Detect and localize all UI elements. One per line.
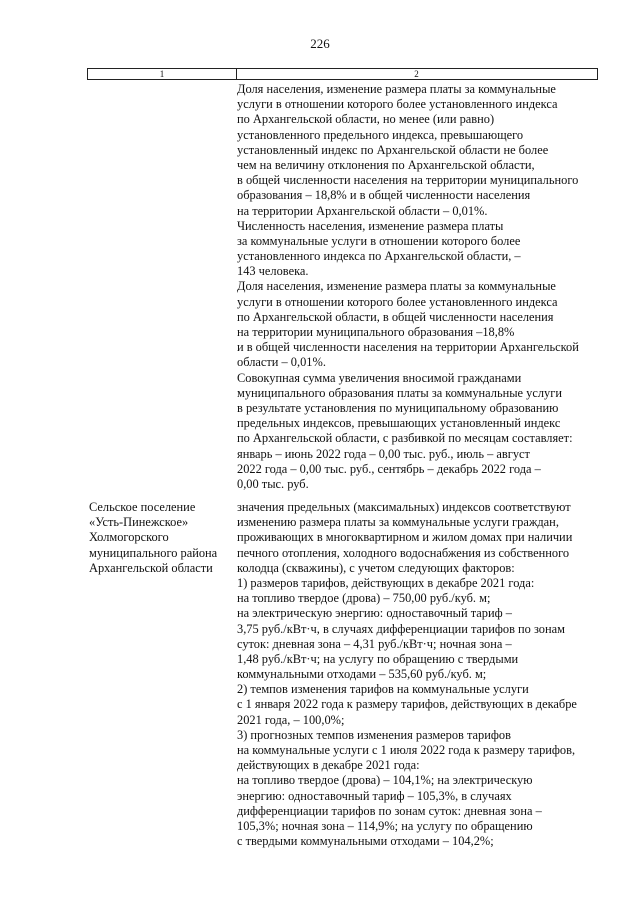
- municipality-line: муниципального района: [89, 545, 218, 560]
- text-line: за коммунальные услуги в отношении которого более: [237, 233, 521, 248]
- text-line: образования – 18,8% и в общей численности населения: [237, 188, 531, 203]
- text-line: январь – июнь 2022 года – 0,00 тыс. руб., июль – август: [237, 446, 530, 461]
- indicator-text-block: [237, 82, 597, 492]
- text-line: значения предельных (максимальных) индексов соответствуют: [237, 500, 571, 514]
- text-line: печного отопления, холодного водоснабжения из собственного: [237, 545, 570, 560]
- text-line: по Архангельской области, в общей численности населения: [237, 309, 554, 324]
- text-line: на электрическую энергию: одноставочный тариф –: [237, 606, 512, 621]
- text-line: 3,75 руб./кВт·ч, в случаях дифференциации тарифов по зонам: [237, 621, 565, 636]
- text-line: установленного индекса по Архангельской области, –: [237, 249, 521, 264]
- text-line: на топливо твердое (дрова) – 104,1%; на электрическую: [237, 773, 533, 788]
- municipality-line: Архангельской области: [89, 560, 213, 575]
- text-line: муниципального образования платы за коммунальные услуги: [237, 385, 562, 400]
- text-line: Совокупная сумма увеличения вносимой гражданами: [237, 370, 522, 385]
- text-line: 143 человека.: [237, 264, 309, 279]
- text-line: действующих в декабре 2021 года:: [237, 758, 420, 773]
- text-line: 0,00 тыс. руб.: [237, 476, 309, 491]
- text-line: на территории муниципального образования –18,8%: [237, 325, 515, 339]
- municipality-line: Холмогорского: [89, 530, 169, 545]
- page-number: 226: [310, 36, 330, 51]
- text-line: в общей численности населения на территории муниципального: [237, 173, 579, 188]
- text-line: с 1 января 2022 года к размеру тарифов, действующих в декабре: [237, 697, 577, 712]
- text-line: колодца (скважины), с учетом следующих факторов:: [237, 560, 515, 575]
- municipality-name: [89, 500, 234, 576]
- text-line: дифференциации тарифов по зонам суток: дневная зона –: [237, 803, 542, 818]
- text-line: 105,3%; ночная зона – 114,9%; на услугу по обращению: [237, 818, 533, 833]
- text-line: по Архангельской области, но менее (или равно): [237, 112, 495, 127]
- table-header-col2: 2: [414, 69, 419, 79]
- text-line: на коммунальные услуги с 1 июля 2022 года к размеру тарифов,: [237, 743, 576, 757]
- municipality-line: Сельское поселение: [89, 500, 196, 514]
- tariff-factors-block: [237, 500, 597, 849]
- text-line: установленного предельного индекса, превышающего: [237, 127, 524, 142]
- text-line: области – 0,01%.: [237, 355, 326, 370]
- text-line: 1) размеров тарифов, действующих в декабре 2021 года:: [237, 575, 535, 590]
- text-line: по Архангельской области, с разбивкой по месяцам составляет:: [237, 431, 573, 446]
- text-line: на топливо твердое (дрова) – 750,00 руб./куб. м;: [237, 591, 491, 606]
- text-line: 3) прогнозных темпов изменения размеров тарифов: [237, 727, 511, 742]
- text-line: чем на величину отклонения по Архангельской области,: [237, 157, 535, 172]
- text-line: с твердыми коммунальными отходами – 104,2%;: [237, 834, 494, 849]
- table-header-col1: 1: [88, 69, 237, 79]
- text-line: в результате установления по муниципальному образованию: [237, 400, 559, 415]
- text-line: 2022 года – 0,00 тыс. руб., сентябрь – декабрь 2022 года –: [237, 461, 541, 476]
- text-line: Доля населения, изменение размера платы за коммунальные: [237, 82, 556, 96]
- text-line: услуги в отношении которого более установленного индекса: [237, 294, 558, 309]
- text-line: на территории Архангельской области – 0,01%.: [237, 203, 488, 218]
- text-line: суток: дневная зона – 4,31 руб./кВт·ч; ночная зона –: [237, 636, 512, 651]
- text-line: Доля населения, изменение размера платы за коммунальные: [237, 279, 556, 294]
- text-line: энергию: одноставочный тариф – 105,3%, в случаях: [237, 788, 512, 803]
- text-line: коммунальными отходами – 535,60 руб./куб. м;: [237, 667, 487, 682]
- text-line: 2021 года, – 100,0%;: [237, 712, 345, 727]
- table-header-row: [87, 68, 598, 80]
- text-line: и в общей численности населения на территории Архангельской: [237, 340, 579, 355]
- text-line: 1,48 руб./кВт·ч; на услугу по обращению с твердыми: [237, 651, 519, 666]
- text-line: проживающих в многоквартирном и жилом домах при наличии: [237, 530, 573, 545]
- municipality-line: «Усть-Пинежское»: [89, 515, 189, 530]
- text-line: предельных индексов, превышающих установленный индекс: [237, 416, 561, 431]
- text-line: изменению размера платы за коммунальные услуги граждан,: [237, 515, 559, 530]
- text-line: установленный индекс по Архангельской области не более: [237, 142, 549, 157]
- text-line: услуги в отношении которого более установленного индекса: [237, 97, 558, 112]
- text-line: Численность населения, изменение размера платы: [237, 218, 504, 233]
- text-line: 2) темпов изменения тарифов на коммунальные услуги: [237, 682, 529, 697]
